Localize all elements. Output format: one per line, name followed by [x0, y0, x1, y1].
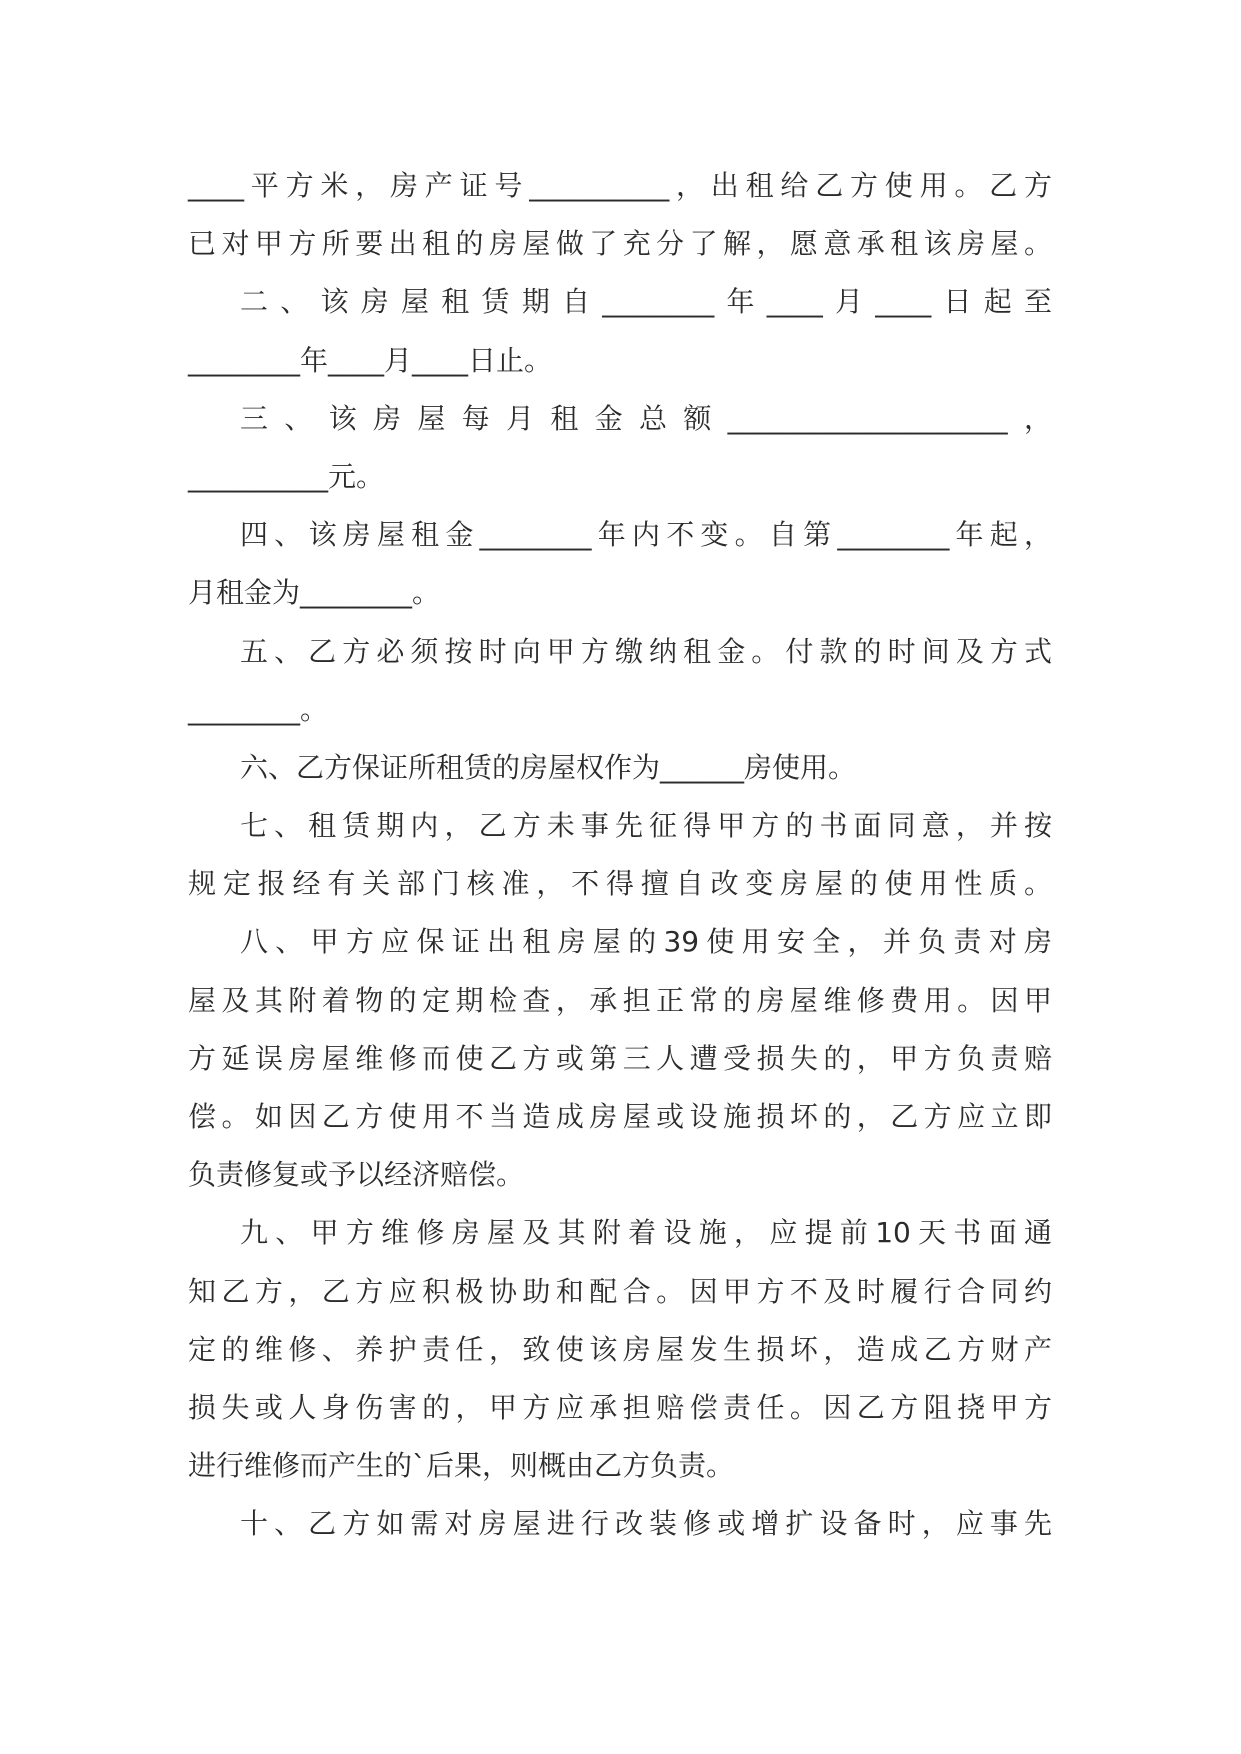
- document-text-line: 偿。如因乙方使用不当造成房屋或设施损坏的，乙方应立即: [188, 1100, 1052, 1133]
- document-text-line: 九、甲方维修房屋及其附着设施，应提前10天书面通: [240, 1216, 1052, 1250]
- document-text-line: 进行维修而产生的`后果，则概由乙方负责。: [188, 1449, 735, 1483]
- document-text-line: 七、租赁期内，乙方未事先征得甲方的书面同意，并按: [240, 809, 1052, 843]
- document-text-line: ____平方米，房产证号__________，出租给乙方使用。乙方: [188, 169, 1052, 202]
- document-text-line: 负责修复或予以经济赔偿。: [188, 1158, 525, 1192]
- document-text-line: 四、该房屋租金________年内不变。自第________年起，: [240, 518, 1052, 552]
- document-text-line: 规定报经有关部门核准，不得擅自改变房屋的使用性质。: [188, 867, 1052, 901]
- document-text-line: 方延误房屋维修而使乙方或第三人遭受损失的，甲方负责赔: [188, 1041, 1052, 1075]
- document-text-line: 五、乙方必须按时向甲方缴纳租金。付款的时间及方式: [240, 634, 1052, 668]
- document-text-line: 六、乙方保证所租赁的房屋权作为______房使用。: [240, 750, 857, 784]
- document-text-line: ________年____月____日止。: [188, 343, 553, 377]
- document-text-line: ________。: [188, 692, 329, 726]
- document-text-line: 知乙方，乙方应积极协助和配合。因甲方不及时履行合同约: [188, 1274, 1052, 1308]
- document-text-line: 定的维修、养护责任，致使该房屋发生损坏，造成乙方财产: [188, 1332, 1052, 1366]
- document-text-line: 已对甲方所要出租的房屋做了充分了解，愿意承租该房屋。: [188, 227, 1052, 261]
- document-text-line: 三、该房屋每月租金总额____________________，: [240, 401, 1052, 435]
- document-text-line: 屋及其附着物的定期检查，承担正常的房屋维修费用。因甲: [188, 983, 1052, 1017]
- document-text-line: 二、该房屋租赁期自________年____月____日起至: [240, 285, 1052, 319]
- document-text-line: 月租金为________。: [188, 576, 441, 610]
- document-text-line: 损失或人身伤害的，甲方应承担赔偿责任。因乙方阻挠甲方: [188, 1390, 1052, 1424]
- document-text-line: 八、甲方应保证出租房屋的39使用安全，并负责对房: [240, 925, 1052, 959]
- document-page: [188, 168, 1052, 1565]
- document-text-line: 十、乙方如需对房屋进行改装修或增扩设备时，应事先: [240, 1507, 1052, 1541]
- document-text-line: __________元。: [188, 459, 385, 493]
